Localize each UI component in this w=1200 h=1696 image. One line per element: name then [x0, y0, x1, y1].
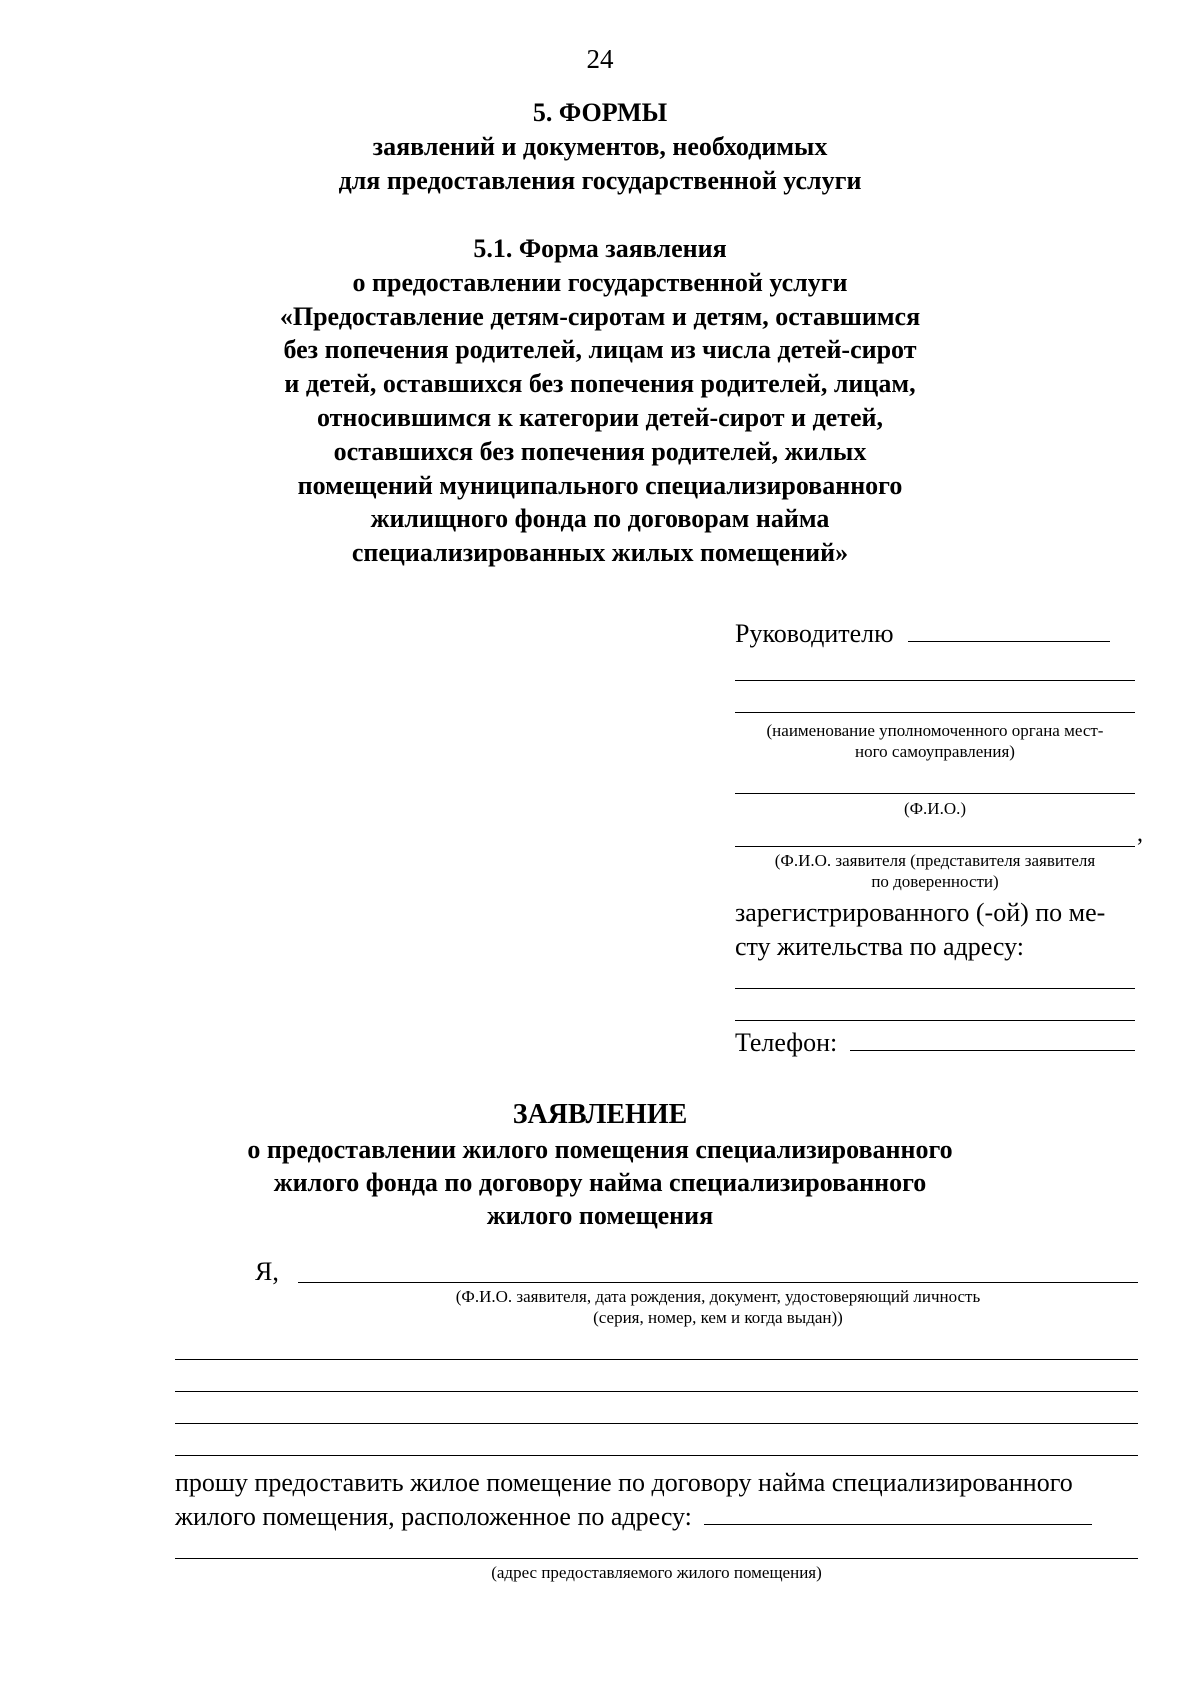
form-subtitle-line: о предоставлении государственной услуги: [352, 267, 848, 297]
caption-line: (серия, номер, кем и когда выдан)): [593, 1308, 843, 1327]
request-text-line-1: прошу предоставить жилое помещение по договору найма специализированного: [175, 1468, 1073, 1497]
application-subtitle-line: о предоставлении жилого помещения специализированного: [247, 1135, 953, 1164]
phone-label: Телефон:: [735, 1028, 838, 1057]
address-caption: (адрес предоставляемого жилого помещения): [491, 1563, 822, 1582]
application-subtitle-line: жилого помещения: [486, 1201, 714, 1230]
application-heading: [0, 1097, 1200, 1232]
fio-caption: (Ф.И.О.): [903, 799, 967, 818]
request-text-line-2: жилого помещения, расположенное по адресу:: [175, 1502, 692, 1531]
applicant-details-line-2[interactable]: [175, 1391, 1138, 1392]
ya-label: Я,: [255, 1257, 279, 1286]
request-text-row-2: [175, 1500, 1092, 1534]
dwelling-address-field-2[interactable]: [175, 1558, 1138, 1559]
section-subtitle-line: для предоставления государственной услуги: [338, 166, 862, 195]
section-title: 5. ФОРМЫ: [532, 98, 668, 127]
registered-line: сту жительства по адресу:: [735, 932, 1024, 961]
form-heading: [0, 232, 1200, 570]
applicant-details-line-3[interactable]: [175, 1423, 1138, 1424]
form-subtitle-line: жилищного фонда по договорам найма: [370, 504, 830, 534]
authority-name-field-1[interactable]: [735, 680, 1135, 681]
form-subtitle-line: без попечения родителей, лицам из числа детей-сирот: [283, 335, 917, 365]
caption-line: по доверенности): [871, 872, 999, 891]
addressee-to-label: Руководителю: [735, 619, 894, 648]
applicant-details-line-1[interactable]: [175, 1359, 1138, 1360]
addressee-to: [735, 617, 1145, 651]
section-subtitle-line: заявлений и документов, необходимых: [372, 132, 828, 161]
authority-caption: [735, 720, 1135, 762]
applicant-details-line-4[interactable]: [175, 1455, 1138, 1456]
form-subtitle-line: специализированных жилых помещений»: [351, 538, 849, 568]
head-name-field[interactable]: [908, 641, 1110, 642]
phone-row: [735, 1026, 1145, 1060]
form-subtitle-line: оставшихся без попечения родителей, жилых: [333, 436, 867, 466]
application-subtitle-line: жилого фонда по договору найма специализированного: [273, 1168, 927, 1197]
address-field-2[interactable]: [735, 1020, 1135, 1021]
form-title: 5.1. Форма заявления: [473, 234, 727, 263]
applicant-details-caption: [298, 1286, 1138, 1328]
form-subtitle-line: и детей, оставшихся без попечения родителей, лицам,: [284, 369, 916, 399]
caption-line: (Ф.И.О. заявителя, дата рождения, документ, удостоверяющий личность: [455, 1287, 981, 1306]
applicant-details-field[interactable]: [298, 1282, 1138, 1283]
head-fio-field[interactable]: [735, 793, 1135, 794]
page-number: 24: [586, 44, 614, 74]
form-subtitle-line: относившимся к категории детей-сирот и детей,: [316, 402, 884, 432]
caption-line: (наименование уполномоченного органа мест-: [766, 721, 1104, 740]
application-title: ЗАЯВЛЕНИЕ: [512, 1099, 688, 1130]
applicant-comma: ,: [1137, 821, 1143, 847]
form-subtitle-line: помещений муниципального специализированного: [297, 470, 903, 500]
authority-name-field-2[interactable]: [735, 712, 1135, 713]
address-field-1[interactable]: [735, 988, 1135, 989]
section-heading: [0, 96, 1200, 198]
form-subtitle-line: «Предоставление детям-сиротам и детям, оставшимся: [279, 301, 921, 331]
phone-field[interactable]: [850, 1050, 1135, 1051]
caption-line: (Ф.И.О. заявителя (представителя заявителя: [774, 851, 1096, 870]
applicant-fio-field[interactable]: [735, 846, 1135, 847]
applicant-caption: [735, 850, 1135, 892]
caption-line: ного самоуправления): [855, 742, 1015, 761]
dwelling-address-field[interactable]: [704, 1524, 1092, 1525]
registered-line: зарегистрированного (-ой) по ме-: [735, 898, 1106, 927]
registered-address-label: [735, 896, 1155, 964]
